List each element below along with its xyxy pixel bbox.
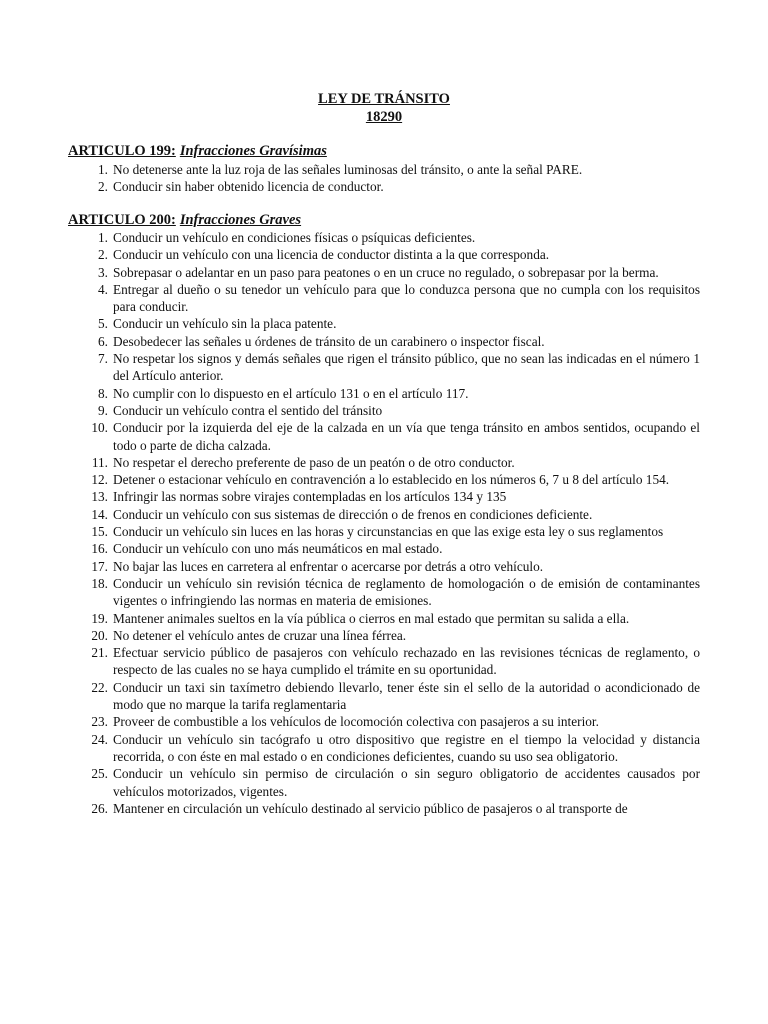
item-number: 23. [91, 714, 108, 730]
item-text: Conducir por la izquierda del eje de la calzada en un vía que tenga tránsito en ambos sentidos, ocupando el todo o parte de dicha calzada. [113, 420, 700, 453]
article-number: ARTICULO 200: [68, 212, 176, 228]
list-item [0, 488, 700, 505]
item-text: Conducir un vehículo con uno más neumáticos en mal estado. [113, 541, 443, 557]
item-text: Proveer de combustible a los vehículos de locomoción colectiva con pasajeros a su interior. [113, 714, 599, 730]
item-number: 21. [91, 645, 108, 661]
list-item [0, 246, 700, 263]
item-text: Conducir un vehículo contra el sentido del tránsito [113, 402, 383, 418]
item-text: No detener el vehículo antes de cruzar una línea férrea. [113, 627, 407, 643]
item-text: Mantener animales sueltos en la vía pública o cierros en mal estado que permitan su salida a ella. [113, 610, 630, 626]
list-item [0, 281, 700, 316]
list-item [0, 264, 700, 281]
article-name: Infracciones Gravísimas [179, 143, 327, 159]
item-text: Infringir las normas sobre virajes contempladas en los artículos 134 y 135 [113, 489, 507, 505]
article-number: ARTICULO 199: [68, 143, 176, 159]
item-number: 12. [91, 472, 108, 488]
item-text: Efectuar servicio público de pasajeros con vehículo rechazado en las revisiones técnicas de reglamento, o respecto de las cuales no se haya cumplido el trámite en su oportunidad. [113, 645, 700, 678]
item-text: Conducir un vehículo con sus sistemas de dirección o de frenos en condiciones deficiente. [113, 506, 593, 522]
list-item [0, 627, 700, 644]
item-number: 6. [98, 333, 108, 349]
item-text: Conducir un vehículo sin permiso de circulación o sin seguro obligatorio de accidentes causados por vehículos motorizados, vigentes. [113, 766, 700, 799]
item-number: 3. [98, 264, 108, 280]
item-text: No cumplir con lo dispuesto en el artículo 131 o en el artículo 117. [113, 385, 469, 401]
law-number: 18290 [365, 109, 403, 125]
item-number: 17. [91, 558, 108, 574]
list-item [0, 385, 700, 402]
item-number: 24. [91, 731, 108, 747]
item-number: 15. [91, 524, 108, 540]
article-199-list [0, 161, 700, 196]
article-200-list [0, 229, 700, 817]
list-item [0, 506, 700, 523]
list-item [0, 558, 700, 575]
list-item [0, 575, 700, 610]
list-item [0, 800, 700, 817]
item-number: 8. [98, 385, 108, 401]
item-number: 26. [91, 800, 108, 816]
item-number: 16. [91, 541, 108, 557]
item-text: No detenerse ante la luz roja de las señales luminosas del tránsito, o ante la señal PARE. [113, 162, 583, 177]
item-number: 11. [91, 454, 108, 470]
item-number: 25. [91, 766, 108, 782]
list-item [0, 229, 700, 246]
item-number: 5. [98, 316, 108, 332]
list-item [0, 161, 700, 178]
item-text: Conducir un vehículo sin tacógrafo u otro dispositivo que registre en el tiempo la velocidad y distancia recorrida, o con éste en mal estado o en condiciones deficientes, cuando su uso sea obligatorio. [113, 731, 700, 764]
list-item [0, 333, 700, 350]
item-text: Entregar al dueño o su tenedor un vehículo para que lo conduzca persona que no cumpla con los requisitos para conducir. [113, 281, 700, 315]
item-number: 1. [98, 230, 108, 245]
item-text: Mantener en circulación un vehículo destinado al servicio público de pasajeros o al transporte de [113, 800, 628, 816]
item-text: Conducir un vehículo sin luces en las horas y circunstancias en que las exige esta ley o sus reglamentos [113, 524, 664, 540]
list-item [0, 644, 700, 679]
document-title: LEY DE TRÁNSITO [318, 91, 450, 107]
item-number: 19. [91, 610, 108, 626]
item-number: 7. [98, 351, 108, 367]
item-number: 13. [91, 489, 108, 505]
list-item [0, 731, 700, 766]
list-item [0, 419, 700, 454]
list-item [0, 679, 700, 714]
item-text: Desobedecer las señales u órdenes de tránsito de un carabinero o inspector fiscal. [113, 333, 545, 349]
item-number: 9. [98, 402, 108, 418]
item-text: No bajar las luces en carretera al enfrentar o acercarse por detrás a otro vehículo. [113, 558, 544, 574]
item-number: 20. [91, 627, 108, 643]
item-text: Conducir un vehículo sin la placa patente. [113, 316, 337, 332]
item-number: 1. [98, 162, 108, 177]
list-item [0, 471, 700, 488]
list-item [0, 610, 700, 627]
item-text: Detener o estacionar vehículo en contravención a lo establecido en los números 6, 7 u 8 del artículo 154. [113, 472, 670, 488]
item-text: No respetar el derecho preferente de paso de un peatón o de otro conductor. [113, 454, 515, 470]
item-number: 2. [98, 179, 108, 195]
item-text: Conducir sin haber obtenido licencia de conductor. [113, 179, 384, 195]
list-item [0, 402, 700, 419]
item-number: 22. [91, 679, 108, 695]
item-text: Conducir un taxi sin taxímetro debiendo llevarlo, tener éste sin el sello de la autoridad o acondicionado de modo que no marque la tarifa reglamentaria [113, 679, 700, 713]
document-title-block [0, 90, 768, 126]
item-text: Sobrepasar o adelantar en un paso para peatones o en un cruce no regulado, o sobrepasar por la berma. [113, 264, 659, 280]
list-item [0, 315, 700, 332]
article-name: Infracciones Graves [179, 212, 302, 228]
item-number: 2. [98, 247, 108, 263]
list-item [0, 178, 700, 195]
item-text: Conducir un vehículo sin revisión técnica de reglamento de homologación o de emisión de contaminantes vigentes o infringiendo las normas en materia de emisiones. [113, 575, 700, 609]
item-number: 14. [91, 506, 108, 522]
article-200-heading [68, 211, 301, 229]
item-number: 18. [91, 575, 108, 591]
list-item [0, 540, 700, 557]
list-item [0, 713, 700, 730]
article-199-heading [68, 142, 327, 160]
list-item [0, 523, 700, 540]
item-number: 10. [91, 420, 108, 436]
list-item [0, 350, 700, 385]
item-text: Conducir un vehículo en condiciones físicas o psíquicas deficientes. [113, 230, 476, 245]
item-number: 4. [98, 281, 108, 297]
item-text: Conducir un vehículo con una licencia de conductor distinta a la que corresponda. [113, 247, 550, 263]
item-text: No respetar los signos y demás señales que rigen el tránsito público, que no sean las indicadas en el número 1 del Artículo anterior. [113, 351, 700, 384]
list-item [0, 765, 700, 800]
list-item [0, 454, 700, 471]
